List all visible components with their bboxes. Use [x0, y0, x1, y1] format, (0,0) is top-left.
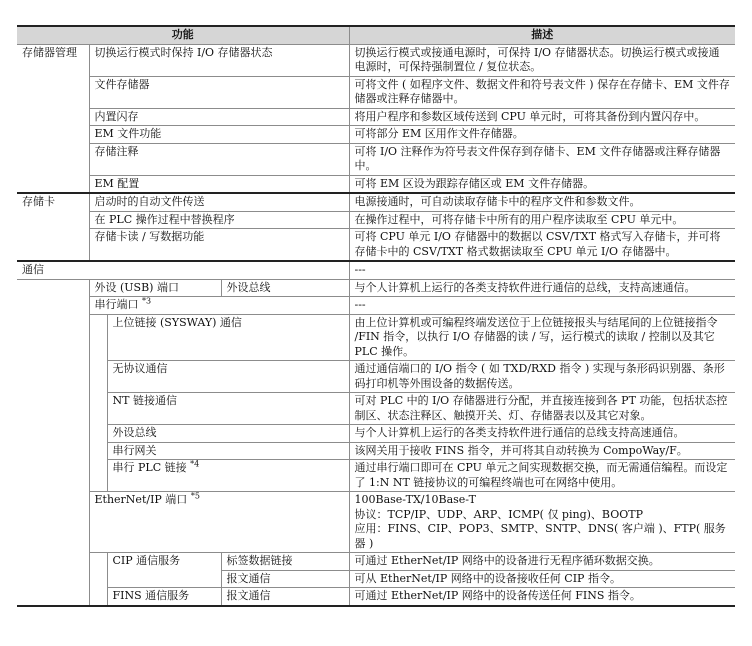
table-row [17, 442, 735, 460]
footnote-mark: *4 [190, 459, 200, 469]
function-desc: --- [349, 297, 735, 315]
function-desc: 该网关用于接收 FINS 指令，并可将其自动转换为 CompoWay/F。 [349, 442, 735, 460]
ethernet-protocol-line: 协议：TCP/IP、UDP、ARP、ICMP( 仅 ping)、BOOTP [354, 507, 643, 521]
table-row [17, 314, 735, 361]
function-name: 串行端口 [94, 298, 139, 311]
function-name: 串行网关 [107, 442, 349, 460]
table-row [17, 143, 735, 175]
table-row [17, 492, 735, 553]
function-desc: 可从 EtherNet/IP 网络中的设备接收任何 CIP 指令。 [349, 570, 735, 588]
table-row [17, 108, 735, 126]
function-desc: 将用户程序和参数区域传送到 CPU 单元时，可将其备份到内置闪存中。 [349, 108, 735, 126]
table-row [17, 588, 735, 606]
function-name: 文件存储器 [89, 76, 349, 108]
function-name: 外设总线 [107, 425, 349, 443]
ethernet-indent-cell [89, 553, 107, 606]
function-desc: --- [349, 261, 735, 279]
function-subname: 报文通信 [221, 588, 349, 606]
function-desc: 可将 I/O 注释作为符号表文件保存到存储卡、EM 文件存储器或注释存储器中。 [349, 143, 735, 175]
footnote-mark: *5 [190, 491, 200, 501]
function-subname: 标签数据链接 [221, 553, 349, 571]
table-row [17, 193, 735, 211]
function-name: EM 文件功能 [89, 126, 349, 144]
ethernet-application-line: 应用：FINS、CIP、POP3、SMTP、SNTP、DNS( 客户端 )、FTP( 服务器 ) [354, 522, 726, 550]
function-name: 存储卡读 / 写数据功能 [89, 229, 349, 262]
function-desc: 可将部分 EM 区用作文件存储器。 [349, 126, 735, 144]
function-name: EM 配置 [89, 175, 349, 193]
comm-indent-cell [17, 279, 89, 606]
table-row [17, 261, 735, 279]
function-name: 上位链接 (SYSWAY) 通信 [107, 314, 349, 361]
function-desc: 可将 EM 区设为跟踪存储区或 EM 文件存储器。 [349, 175, 735, 193]
header-description: 描述 [349, 26, 735, 44]
ethernet-desc-cell [349, 492, 735, 553]
function-subname: 报文通信 [221, 570, 349, 588]
table-row [17, 425, 735, 443]
ethernet-port-cell [89, 492, 349, 553]
table-row [17, 229, 735, 262]
function-desc: 电源接通时，可自动读取存储卡中的程序文件和参数文件。 [349, 193, 735, 211]
function-desc: 通过通信端口的 I/O 指令 ( 如 TXD/RXD 指令 ) 实现与条形码识别器、条形码打印机等外围设备的数据传送。 [349, 361, 735, 393]
function-desc: 可将 CPU 单元 I/O 存储器中的数据以 CSV/TXT 格式写入存储卡，并可将存储卡中的 CSV/TXT 格式数据读取至 CPU 单元 I/O 存储器中。 [349, 229, 735, 262]
table-header-row [17, 26, 735, 44]
table-row [17, 279, 735, 297]
category-memory: 存储器管理 [17, 44, 89, 193]
function-name: 启动时的自动文件传送 [89, 193, 349, 211]
function-desc: 与个人计算机上运行的各类支持软件进行通信的总线支持高速通信。 [349, 425, 735, 443]
function-desc: 可将文件 ( 如程序文件、数据文件和符号表文件 ) 保存在存储卡、EM 文件存储器或注释存储器中。 [349, 76, 735, 108]
function-name: 切换运行模式时保持 I/O 存储器状态 [89, 44, 349, 76]
table-row [17, 553, 735, 571]
serial-plc-link-cell [107, 460, 349, 492]
table-row [17, 361, 735, 393]
serial-port-cell [89, 297, 349, 315]
category-card: 存储卡 [17, 193, 89, 261]
function-desc: 与个人计算机上运行的各类支持软件进行通信的总线，支持高速通信。 [349, 279, 735, 297]
function-name: 串行 PLC 链接 [112, 461, 187, 474]
function-name: 在 PLC 操作过程中替换程序 [89, 211, 349, 229]
footnote-mark: *3 [142, 296, 152, 306]
ethernet-spec-line: 100Base-TX/10Base-T [354, 493, 476, 506]
function-name: FINS 通信服务 [107, 588, 221, 606]
function-desc: 切换运行模式或接通电源时，可保持 I/O 存储器状态。切换运行模式或接通电源时，可保持强制置位 / 复位状态。 [349, 44, 735, 76]
table-row [17, 460, 735, 492]
function-desc: 可通过 EtherNet/IP 网络中的设备进行无程序循环数据交换。 [349, 553, 735, 571]
serial-indent-cell [89, 314, 107, 492]
function-name: EtherNet/IP 端口 [94, 493, 188, 506]
function-desc: 在操作过程中，可将存储卡中所有的用户程序读取至 CPU 单元中。 [349, 211, 735, 229]
function-desc: 可对 PLC 中的 I/O 存储器进行分配，并直接连接到各 PT 功能，包括状态控制区、状态注释区、触摸开关、灯、存储器表以及其它对象。 [349, 393, 735, 425]
function-name: CIP 通信服务 [107, 553, 221, 588]
table-row [17, 211, 735, 229]
function-name: 无协议通信 [107, 361, 349, 393]
table-row [17, 297, 735, 315]
category-comm: 通信 [17, 261, 349, 279]
function-desc: 可通过 EtherNet/IP 网络中的设备传送任何 FINS 指令。 [349, 588, 735, 606]
table-row [17, 393, 735, 425]
table-row [17, 76, 735, 108]
table-row [17, 175, 735, 193]
function-name: 内置闪存 [89, 108, 349, 126]
table-row [17, 126, 735, 144]
function-spec-table [17, 25, 735, 607]
function-name: 外设 (USB) 端口 [89, 279, 221, 297]
function-name: 存储注释 [89, 143, 349, 175]
function-desc: 通过串行端口即可在 CPU 单元之间实现数据交换，而无需通信编程。而设定了 1:N NT 链接协议的可编程终端也可在网络中使用。 [349, 460, 735, 492]
header-function: 功能 [17, 26, 349, 44]
function-name: NT 链接通信 [107, 393, 349, 425]
table-row [17, 44, 735, 76]
function-desc: 由上位计算机或可编程终端发送位于上位链接报头与结尾间的上位链接指令 /FIN 指令，以执行 I/O 存储器的读 / 写，运行模式的读取 / 控制以及其它 PLC 操作。 [349, 314, 735, 361]
function-subname: 外设总线 [221, 279, 349, 297]
